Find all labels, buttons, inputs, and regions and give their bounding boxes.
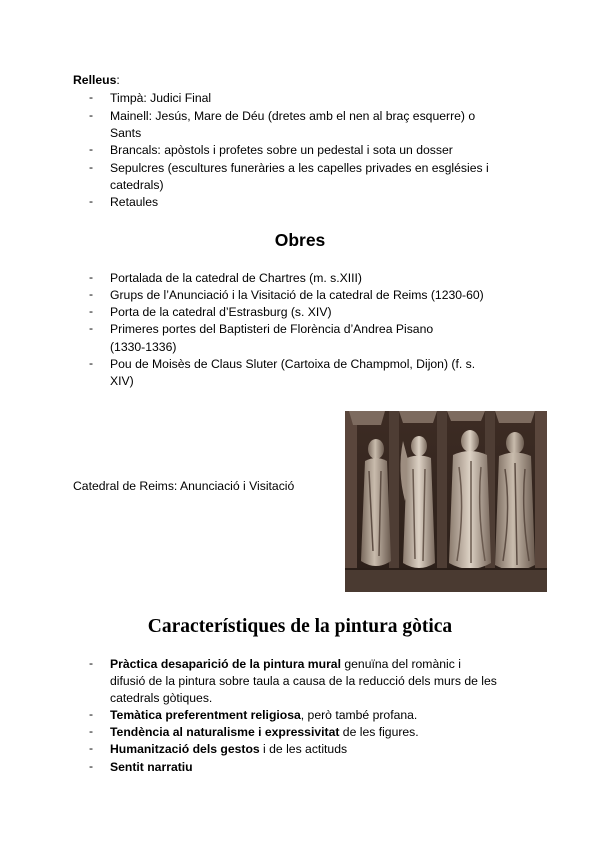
list-bullet: - bbox=[89, 160, 94, 174]
list-item-continuation: Sants bbox=[110, 126, 142, 140]
list-bullet: - bbox=[89, 707, 94, 721]
list-bullet: - bbox=[89, 90, 94, 104]
list-bullet: - bbox=[89, 142, 94, 156]
list-item: Temàtica preferentment religiosa, però també profana. bbox=[110, 708, 418, 722]
list-item: Portalada de la catedral de Chartres (m. s.XIII) bbox=[110, 271, 362, 285]
list-bullet: - bbox=[89, 287, 94, 301]
obres-heading: Obres bbox=[274, 230, 326, 250]
list-bullet: - bbox=[89, 656, 94, 670]
list-item: Grups de l’Anunciació i la Visitació de la catedral de Reims (1230-60) bbox=[110, 288, 484, 302]
list-item: Sentit narratiu bbox=[110, 760, 193, 774]
list-bullet: - bbox=[89, 741, 94, 755]
list-item-continuation: catedrals) bbox=[110, 178, 164, 192]
list-bullet: - bbox=[89, 108, 94, 122]
list-bullet: - bbox=[89, 724, 94, 738]
list-item: Mainell: Jesús, Mare de Déu (dretes amb el nen al braç esquerre) o bbox=[110, 109, 476, 123]
list-item-continuation: difusió de la pintura sobre taula a causa de la reducció dels murs de les bbox=[110, 674, 497, 688]
list-item: Humanització dels gestos i de les actituds bbox=[110, 742, 348, 756]
list-item: Timpà: Judici Final bbox=[110, 91, 212, 105]
list-item: Tendència al naturalisme i expressivitat de les figures. bbox=[110, 725, 419, 739]
list-item: Brancals: apòstols i profetes sobre un pedestal i sota un dosser bbox=[110, 143, 453, 157]
list-bullet: - bbox=[89, 194, 94, 208]
relleus-heading: Relleus: bbox=[73, 73, 120, 87]
reims-statues-photo bbox=[345, 411, 547, 592]
list-bullet: - bbox=[89, 356, 94, 370]
list-item-continuation: (1330-1336) bbox=[110, 340, 177, 354]
list-item: Pràctica desaparició de la pintura mural genuïna del romànic i bbox=[110, 657, 461, 671]
list-bullet: - bbox=[89, 270, 94, 284]
list-bullet: - bbox=[89, 321, 94, 335]
list-bullet: - bbox=[89, 304, 94, 318]
list-item-continuation: XIV) bbox=[110, 374, 134, 388]
list-item-continuation: catedrals gòtiques. bbox=[110, 691, 213, 705]
list-item: Porta de la catedral d’Estrasburg (s. XIV) bbox=[110, 305, 332, 319]
list-item: Retaules bbox=[110, 195, 159, 209]
list-item: Primeres portes del Baptisteri de Florència d’Andrea Pisano bbox=[110, 322, 434, 336]
list-item: Sepulcres (escultures funeràries a les capelles privades en esglésies i bbox=[110, 161, 489, 175]
list-item: Pou de Moisès de Claus Sluter (Cartoixa de Champmol, Dijon) (f. s. bbox=[110, 357, 476, 371]
figure-caption: Catedral de Reims: Anunciació i Visitació bbox=[73, 479, 295, 493]
list-bullet: - bbox=[89, 759, 94, 773]
pintura-heading: Característiques de la pintura gòtica bbox=[147, 616, 453, 637]
